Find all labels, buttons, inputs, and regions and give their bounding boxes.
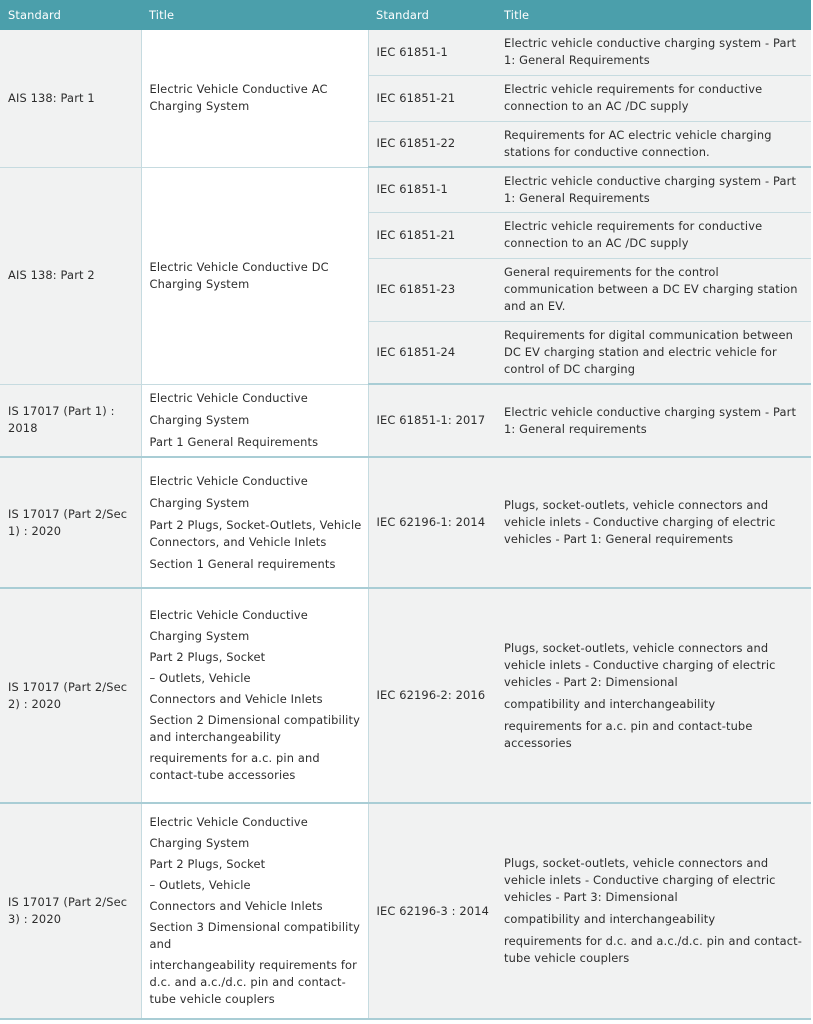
group-title-line: Electric Vehicle Conductive (149, 390, 308, 405)
ref-standard: IEC 61851-1 (368, 167, 496, 212)
header-ref-standard: Standard (368, 0, 496, 30)
group-title-line: Electric Vehicle Conductive (149, 608, 308, 622)
ref-title: General requirements for the control communication between a DC EV charging station and an EV. (496, 258, 811, 321)
ref-title: Electric vehicle requirements for conductive connection to an AC /DC supply (496, 212, 811, 258)
group-standard: IS 17017 (Part 2/Sec 3) : 2020 (0, 803, 141, 1019)
ref-standard: IEC 62196-3 : 2014 (368, 803, 496, 1019)
table-row (0, 30, 811, 75)
ref-title-line: compatibility and interchangeability (504, 912, 716, 926)
ref-title: Requirements for AC electric vehicle charging stations for conductive connection. (496, 121, 811, 167)
group-title-line: Section 2 Dimensional compatibility and interchangeability (149, 713, 360, 744)
group-title-line: Electric Vehicle Conductive DC Charging System (149, 259, 329, 291)
group-title-line: Section 3 Dimensional compatibility and (149, 920, 360, 951)
group-title-line: – Outlets, Vehicle (149, 671, 251, 685)
ref-title: Requirements for digital communication between DC EV charging station and electric vehicle for control of DC charging (496, 321, 811, 384)
header-title: Title (141, 0, 368, 30)
ref-standard: IEC 61851-24 (368, 321, 496, 384)
header-ref-title: Title (496, 0, 811, 30)
table-row (0, 384, 811, 457)
group-title (141, 588, 368, 803)
group-title-line: Part 2 Plugs, Socket (149, 650, 266, 664)
ref-title: Electric vehicle conductive charging system - Part 1: General Requirements (496, 30, 811, 75)
group-title (141, 803, 368, 1019)
ref-title-line: requirements for d.c. and a.c./d.c. pin and contact-tube vehicle couplers (504, 934, 803, 965)
group-title-line: Part 2 Plugs, Socket-Outlets, Vehicle Connectors, and Vehicle Inlets (149, 517, 362, 549)
ref-standard: IEC 61851-22 (368, 121, 496, 167)
ref-standard: IEC 61851-1: 2017 (368, 384, 496, 457)
header-standard: Standard (0, 0, 141, 30)
group-title-line: – Outlets, Vehicle (149, 878, 251, 892)
ref-standard: IEC 61851-21 (368, 212, 496, 258)
group-title (141, 167, 368, 384)
ref-standard: IEC 61851-23 (368, 258, 496, 321)
ref-title-line: Plugs, socket-outlets, vehicle connectors and vehicle inlets - Conductive charging of electric vehicles - Part 2: Dimensional (504, 640, 776, 689)
ref-standard: IEC 62196-2: 2016 (368, 588, 496, 803)
group-standard: AIS 138: Part 1 (0, 30, 141, 167)
group-title-line: Electric Vehicle Conductive (149, 473, 308, 488)
group-title-line: Charging System (149, 495, 250, 510)
group-title (141, 384, 368, 457)
group-title-line: requirements for a.c. pin and contact-tube accessories (149, 751, 320, 782)
ref-title-line: requirements for a.c. pin and contact-tube accessories (504, 718, 753, 750)
group-title-line: Part 1 General Requirements (149, 434, 319, 449)
table-row (0, 167, 811, 212)
group-title (141, 457, 368, 588)
header-row (0, 0, 811, 30)
group-title-line: Charging System (149, 836, 250, 850)
group-standard: IS 17017 (Part 2/Sec 1) : 2020 (0, 457, 141, 588)
ref-title (496, 803, 811, 1019)
group-title-line: Part 2 Plugs, Socket (149, 857, 266, 871)
ref-title: Electric vehicle requirements for conductive connection to an AC /DC supply (496, 75, 811, 121)
group-title-line: Charging System (149, 629, 250, 643)
group-title-line: Connectors and Vehicle Inlets (149, 692, 323, 706)
group-standard: IS 17017 (Part 1) : 2018 (0, 384, 141, 457)
group-title-line: Section 1 General requirements (149, 556, 336, 571)
group-title-line: interchangeability requirements for d.c. and a.c./d.c. pin and contact-tube vehicle couplers (149, 958, 357, 1006)
ref-standard: IEC 61851-21 (368, 75, 496, 121)
ref-title-line: compatibility and interchangeability (504, 696, 716, 711)
ref-title: Electric vehicle conductive charging system - Part 1: General Requirements (496, 167, 811, 212)
group-title-line: Charging System (149, 412, 250, 427)
group-title-line: Electric Vehicle Conductive (149, 815, 308, 829)
group-title-line: Connectors and Vehicle Inlets (149, 899, 323, 913)
group-title (141, 30, 368, 167)
group-standard: AIS 138: Part 2 (0, 167, 141, 384)
ref-standard: IEC 62196-1: 2014 (368, 457, 496, 588)
group-title-line: Electric Vehicle Conductive AC Charging System (149, 82, 328, 114)
table-row (0, 803, 811, 1019)
table-row (0, 457, 811, 588)
ref-standard: IEC 61851-1 (368, 30, 496, 75)
ref-title (496, 588, 811, 803)
group-standard: IS 17017 (Part 2/Sec 2) : 2020 (0, 588, 141, 803)
ref-title: Electric vehicle conductive charging system - Part 1: General requirements (496, 384, 811, 457)
ref-title-line: Plugs, socket-outlets, vehicle connectors and vehicle inlets - Conductive charging of electric vehicles - Part 3: Dimensional (504, 856, 776, 904)
ref-title: Plugs, socket-outlets, vehicle connectors and vehicle inlets - Conductive charging of electric vehicles - Part 1: General requirements (496, 457, 811, 588)
table-row (0, 588, 811, 803)
